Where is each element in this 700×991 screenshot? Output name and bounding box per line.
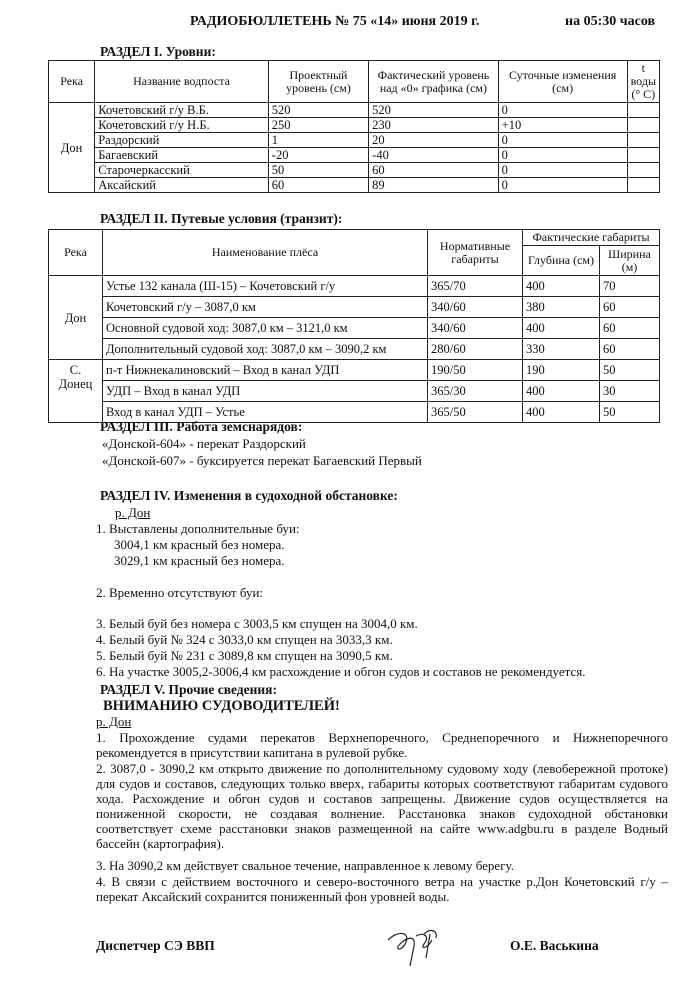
depth: 190 [523, 360, 600, 381]
river-label: р. Дон [96, 714, 132, 729]
col-reach-name: Наименование плёса [103, 230, 428, 276]
table-row [49, 318, 660, 339]
col-actual-dimensions: Фактические габариты [523, 230, 660, 246]
width: 70 [600, 276, 660, 297]
daily-change: 0 [498, 178, 627, 193]
col-width: Ширина (м) [600, 246, 660, 276]
list-item: 1. Прохождение судами перекатов Верхнепоречного, Среднепоречного и Нижнепоречного рекомендуется в присутствии капитана в рулевой рубке. [96, 730, 668, 760]
station-name: Кочетовский г/у Н.Б. [95, 118, 269, 133]
daily-change: 0 [498, 148, 627, 163]
reach-name: Устье 132 канала (Ш-15) – Кочетовский г/у [103, 276, 428, 297]
warning-heading: ВНИМАНИЮ СУДОВОДИТЕЛЕЙ! [103, 698, 340, 714]
station-name: Старочеркасский [95, 163, 269, 178]
actual-level: 20 [369, 133, 498, 148]
levels-table [48, 60, 660, 193]
table-row [49, 339, 660, 360]
col-river: Река [49, 61, 95, 103]
table-row [49, 276, 660, 297]
depth: 400 [523, 402, 600, 423]
project-level: 520 [268, 103, 368, 118]
section3-title: РАЗДЕЛ III. Работа земснарядов: [100, 419, 303, 434]
project-level: 60 [268, 178, 368, 193]
station-name: Раздорский [95, 133, 269, 148]
width: 60 [600, 297, 660, 318]
project-level: 50 [268, 163, 368, 178]
reach-name: п-т Нижнекалиновский – Вход в канал УДП [103, 360, 428, 381]
actual-level: 89 [369, 178, 498, 193]
col-water-temp: t воды (° C) [627, 61, 659, 103]
water-temp [627, 133, 659, 148]
table-row [49, 163, 660, 178]
route-table [48, 229, 660, 423]
col-project-level: Проектный уровень (см) [268, 61, 368, 103]
section2-title: РАЗДЕЛ II. Путевые условия (транзит): [100, 211, 343, 226]
dredger-line: «Донской-607» - буксируется перекат Багаевский Первый [102, 453, 422, 468]
table-row [49, 118, 660, 133]
normative: 365/30 [428, 381, 523, 402]
station-name: Аксайский [95, 178, 269, 193]
water-temp [627, 118, 659, 133]
list-item: 4. Белый буй № 324 с 3033,0 км спущен на 3033,3 км. [96, 632, 393, 647]
col-river: Река [49, 230, 103, 276]
water-temp [627, 163, 659, 178]
depth: 400 [523, 276, 600, 297]
bulletin-title: РАДИОБЮЛЛЕТЕНЬ № 75 «14» июня 2019 г. [190, 14, 480, 29]
water-temp [627, 103, 659, 118]
actual-level: 230 [369, 118, 498, 133]
table-row [49, 381, 660, 402]
reach-name: УДП – Вход в канал УДП [103, 381, 428, 402]
actual-level: 520 [369, 103, 498, 118]
depth: 380 [523, 297, 600, 318]
col-normative: Нормативные габариты [428, 230, 523, 276]
col-actual-level: Фактический уровень над «0» графика (см) [369, 61, 498, 103]
section5-title: РАЗДЕЛ V. Прочие сведения: [100, 682, 277, 697]
width: 50 [600, 360, 660, 381]
width: 30 [600, 381, 660, 402]
list-item: 2. Временно отсутствуют буи: [96, 585, 264, 600]
project-level: -20 [268, 148, 368, 163]
normative: 340/60 [428, 297, 523, 318]
col-daily-change: Суточные изменения (см) [498, 61, 627, 103]
station-name: Багаевский [95, 148, 269, 163]
normative: 280/60 [428, 339, 523, 360]
table-row [49, 148, 660, 163]
actual-level: -40 [369, 148, 498, 163]
project-level: 1 [268, 133, 368, 148]
reach-name: Кочетовский г/у – 3087,0 км [103, 297, 428, 318]
table-row [49, 360, 660, 381]
daily-change: 0 [498, 133, 627, 148]
width: 50 [600, 402, 660, 423]
river-label: р. Дон [115, 505, 151, 520]
reach-name: Основной судовой ход: 3087,0 км – 3121,0 км [103, 318, 428, 339]
col-station: Название водпоста [95, 61, 269, 103]
dispatcher-name: О.Е. Васькина [510, 938, 599, 953]
list-item: 2. 3087,0 - 3090,2 км открыто движение по дополнительному судовому ходу (левобережной протоке) для судов и составов, следующих только вверх, габариты которых соответствуют габаритам судового хода. Расхождение и обгон судов и составов запрещены. Движение судов осуществляется на пониженной скорости, не создавая волнение. Расстановка знаков судоходной обстановки соответствует схеме расстановки знаков размещенной на сайте www.adgbu.ru в разделе Водный бассейн (картография). [96, 761, 668, 851]
river-cell: С. Донец [49, 360, 103, 423]
list-item: 5. Белый буй № 231 с 3089,8 км спущен на 3090,5 км. [96, 648, 393, 663]
water-temp [627, 148, 659, 163]
dredger-line: «Донской-604» - перекат Раздорский [102, 436, 306, 451]
water-temp [627, 178, 659, 193]
section1-title: РАЗДЕЛ I. Уровни: [100, 44, 216, 59]
list-item: 4. В связи с действием восточного и северо-восточного ветра на участке р.Дон Кочетовский г/у – перекат Аксайский сохранится пониженный фон уровней воды. [96, 874, 668, 904]
list-item: 3. Белый буй без номера с 3003,5 км спущен на 3004,0 км. [96, 616, 418, 631]
normative: 190/50 [428, 360, 523, 381]
list-item: 6. На участке 3005,2-3006,4 км расхождение и обгон судов и составов не рекомендуется. [96, 664, 586, 679]
project-level: 250 [268, 118, 368, 133]
normative: 365/50 [428, 402, 523, 423]
list-item: 3004,1 км красный без номера. [114, 537, 285, 552]
list-item: 3. На 3090,2 км действует свальное течение, направленное к левому берегу. [96, 858, 514, 873]
reach-name: Дополнительный судовой ход: 3087,0 км – 3090,2 км [103, 339, 428, 360]
depth: 330 [523, 339, 600, 360]
daily-change: +10 [498, 118, 627, 133]
river-cell: Дон [49, 276, 103, 360]
daily-change: 0 [498, 103, 627, 118]
table-row [49, 133, 660, 148]
table-row [49, 103, 660, 118]
daily-change: 0 [498, 163, 627, 178]
actual-level: 60 [369, 163, 498, 178]
section4-title: РАЗДЕЛ IV. Изменения в судоходной обстановке: [100, 488, 398, 503]
bulletin-time: на 05:30 часов [565, 14, 656, 29]
width: 60 [600, 339, 660, 360]
depth: 400 [523, 318, 600, 339]
normative: 365/70 [428, 276, 523, 297]
river-cell: Дон [49, 103, 95, 193]
col-depth: Глубина (см) [523, 246, 600, 276]
signature-icon [380, 922, 450, 972]
table-row [49, 178, 660, 193]
reach-name: Вход в канал УДП – Устье [103, 402, 428, 423]
width: 60 [600, 318, 660, 339]
depth: 400 [523, 381, 600, 402]
list-item: 3029,1 км красный без номера. [114, 553, 285, 568]
list-item: 1. Выставлены дополнительные буи: [96, 521, 300, 536]
dispatcher-role: Диспетчер СЭ ВВП [96, 938, 215, 953]
station-name: Кочетовский г/у В.Б. [95, 103, 269, 118]
normative: 340/60 [428, 318, 523, 339]
table-row [49, 297, 660, 318]
